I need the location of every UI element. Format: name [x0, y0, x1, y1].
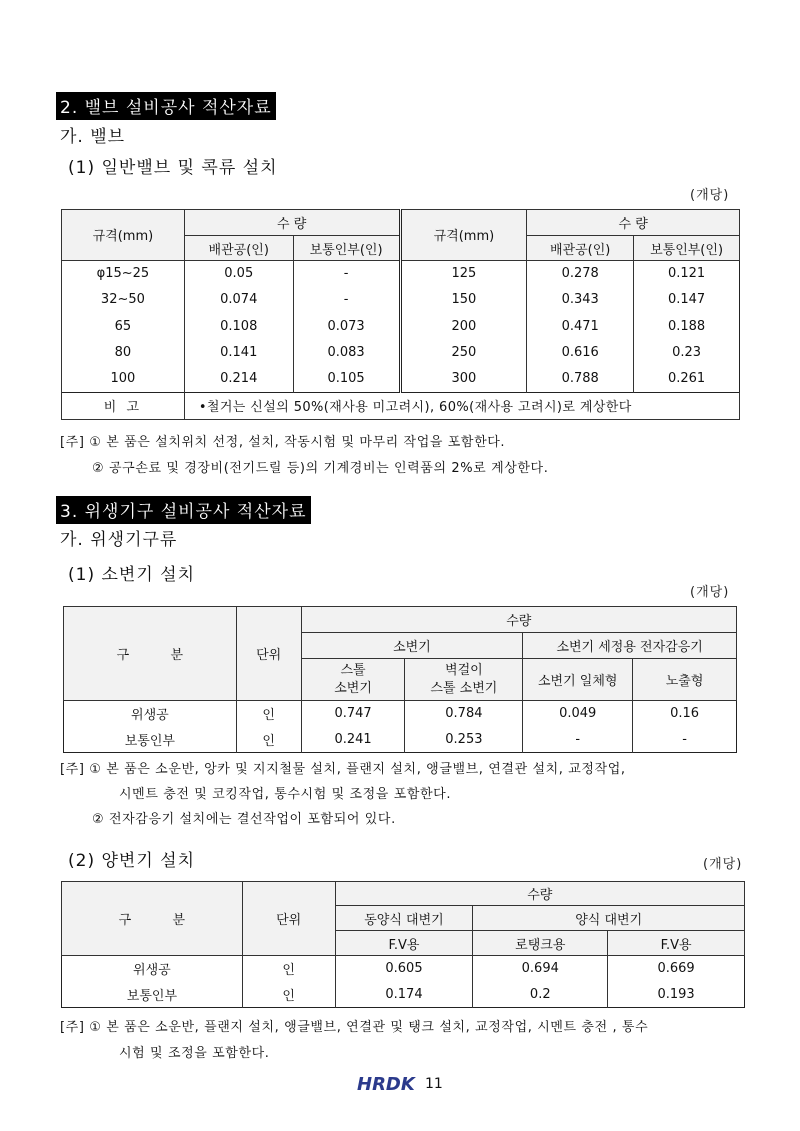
- cell-pipe: 0.141: [184, 339, 293, 365]
- cell-spec: 100: [62, 366, 185, 392]
- header-spec: 규격(mm): [62, 210, 185, 261]
- unit-label: (개당): [703, 857, 743, 872]
- hrdk-logo: HRDK: [357, 1074, 415, 1095]
- table-row: [64, 701, 737, 727]
- toilet-item-title: (2) 양변기 설치: [68, 851, 195, 871]
- cell-spec: 200: [400, 313, 527, 339]
- cell-unit: 인: [242, 956, 335, 982]
- header-fv: F.V용: [608, 931, 745, 956]
- note-1: [주] ① 본 품은 소운반, 앙카 및 지지철물 설치, 플랜지 설치, 앵글밸브, 연결관 설치, 교정작업,: [60, 762, 626, 777]
- urinal-item-title: (1) 소변기 설치: [68, 565, 195, 585]
- note-2: ② 전자감응기 설치에는 결선작업이 포함되어 있다.: [92, 812, 396, 827]
- cell-labor: 0.121: [634, 260, 740, 286]
- cell-pipe: 0.278: [527, 260, 634, 286]
- table-row: [62, 287, 740, 313]
- cell-pipe: 0.108: [184, 313, 293, 339]
- valve-labor-table: [61, 209, 740, 420]
- cell-value: 0.193: [608, 982, 745, 1008]
- cell-spec: 250: [400, 339, 527, 365]
- cell-value: 0.174: [335, 982, 473, 1008]
- cell-name: 위생공: [62, 956, 243, 982]
- header-category: 구 분: [64, 607, 237, 701]
- remark-label: 비 고: [62, 392, 185, 419]
- header-unit: 단위: [236, 607, 301, 701]
- header-low-tank: 로탱크용: [473, 931, 608, 956]
- note-2: ② 공구손료 및 경장비(전기드릴 등)의 기계경비는 인력품의 2%로 계상한다.: [92, 461, 549, 476]
- toilet-labor-table: [61, 881, 745, 1008]
- cell-name: 보통인부: [124, 733, 175, 749]
- cell-value: 0.241: [301, 727, 405, 753]
- cell-labor: -: [293, 260, 400, 286]
- section-2-subtitle: 가. 밸브: [60, 127, 126, 147]
- cell-value: -: [523, 727, 633, 753]
- header-pipe-worker: 배관공(인): [184, 236, 293, 260]
- header-spec-right: 규격(mm): [400, 210, 527, 261]
- cell-pipe: 0.074: [184, 287, 293, 313]
- cell-labor: 0.147: [634, 287, 740, 313]
- header-sensor: 소변기 세정용 전자감응기: [523, 633, 737, 659]
- cell-value: 0.669: [608, 956, 745, 982]
- header-urinal: 소변기: [301, 633, 523, 659]
- table-row: [62, 313, 740, 339]
- cell-name: 보통인부: [126, 988, 177, 1004]
- section-3-subtitle: 가. 위생기구류: [60, 530, 178, 550]
- table-row: [64, 727, 737, 753]
- header-stall-urinal: 스톨 소변기: [301, 659, 405, 701]
- unit-label: (개당): [690, 188, 730, 203]
- table-row: [62, 982, 745, 1008]
- header-wall-stall-urinal: 벽걸이 스톨 소변기: [405, 659, 523, 701]
- cell-name: 위생공: [64, 701, 237, 727]
- cell-spec: 125: [400, 260, 527, 286]
- section-2-item-title: (1) 일반밸브 및 콕류 설치: [68, 158, 278, 178]
- table-row: [62, 260, 740, 286]
- cell-value: 0.784: [405, 701, 523, 727]
- cell-labor: 0.105: [293, 366, 400, 392]
- cell-value: 0.253: [405, 727, 523, 753]
- cell-labor: 0.073: [293, 313, 400, 339]
- page-number: 11: [425, 1076, 443, 1092]
- cell-unit: 인: [236, 701, 301, 727]
- cell-pipe: 0.343: [527, 287, 634, 313]
- cell-spec: 65: [62, 313, 185, 339]
- table-row: [62, 339, 740, 365]
- cell-spec: 32~50: [62, 287, 185, 313]
- table-header-row: [62, 210, 740, 236]
- header-laborer: 보통인부(인): [293, 236, 400, 260]
- header-qty: 수량: [301, 607, 736, 633]
- cell-labor: 0.083: [293, 339, 400, 365]
- section-2-title: 2. 밸브 설비공사 적산자료: [56, 92, 276, 120]
- header-pipe-worker-right: 배관공(인): [527, 236, 634, 260]
- cell-spec: 80: [62, 339, 185, 365]
- unit-label: (개당): [690, 585, 730, 600]
- cell-pipe: 0.616: [527, 339, 634, 365]
- cell-unit: 인: [236, 727, 301, 753]
- cell-labor: 0.261: [634, 366, 740, 392]
- header-western-toilet: 양식 대변기: [473, 906, 745, 931]
- note-1: [주] ① 본 품은 설치위치 선정, 설치, 작동시험 및 마무리 작업을 포함한다.: [60, 435, 506, 450]
- cell-spec: φ15~25: [62, 260, 185, 286]
- header-exposed: 노출형: [633, 659, 737, 701]
- cell-unit: 인: [242, 982, 335, 1008]
- cell-labor: -: [293, 287, 400, 313]
- section-3-title: 3. 위생기구 설비공사 적산자료: [56, 496, 311, 524]
- cell-labor: 0.23: [634, 339, 740, 365]
- header-fv: F.V용: [335, 931, 473, 956]
- cell-value: 0.747: [301, 701, 405, 727]
- note-1-continued: 시험 및 조정을 포함한다.: [119, 1046, 270, 1061]
- header-qty: 수량: [335, 882, 744, 906]
- urinal-labor-table: [63, 606, 737, 753]
- cell-pipe: 0.471: [527, 313, 634, 339]
- table-row: [62, 366, 740, 392]
- note-1-continued: 시멘트 충전 및 코킹작업, 통수시험 및 조정을 포함한다.: [119, 787, 452, 802]
- remark-row: [62, 392, 740, 419]
- cell-spec: 300: [400, 366, 527, 392]
- cell-value: 0.049: [523, 701, 633, 727]
- header-qty-right: 수 량: [527, 210, 740, 236]
- header-laborer-right: 보통인부(인): [634, 236, 740, 260]
- cell-labor: 0.188: [634, 313, 740, 339]
- header-category: 구 분: [62, 882, 243, 956]
- header-eastern-toilet: 동양식 대변기: [335, 906, 473, 931]
- cell-pipe: 0.214: [184, 366, 293, 392]
- header-integrated: 소변기 일체형: [523, 659, 633, 701]
- remark-text: •철거는 신설의 50%(재사용 미고려시), 60%(재사용 고려시)로 계상한다: [184, 392, 739, 419]
- cell-pipe: 0.788: [527, 366, 634, 392]
- header-qty: 수 량: [184, 210, 400, 236]
- cell-value: 0.605: [335, 956, 473, 982]
- cell-value: 0.16: [633, 701, 737, 727]
- note-1: [주] ① 본 품은 소운반, 플랜지 설치, 앵글밸브, 연결관 및 탱크 설치, 교정작업, 시멘트 충전 , 통수: [60, 1020, 649, 1035]
- cell-value: -: [633, 727, 737, 753]
- cell-pipe: 0.05: [184, 260, 293, 286]
- table-row: [62, 956, 745, 982]
- cell-value: 0.2: [473, 982, 608, 1008]
- cell-value: 0.694: [473, 956, 608, 982]
- cell-spec: 150: [400, 287, 527, 313]
- header-unit: 단위: [242, 882, 335, 956]
